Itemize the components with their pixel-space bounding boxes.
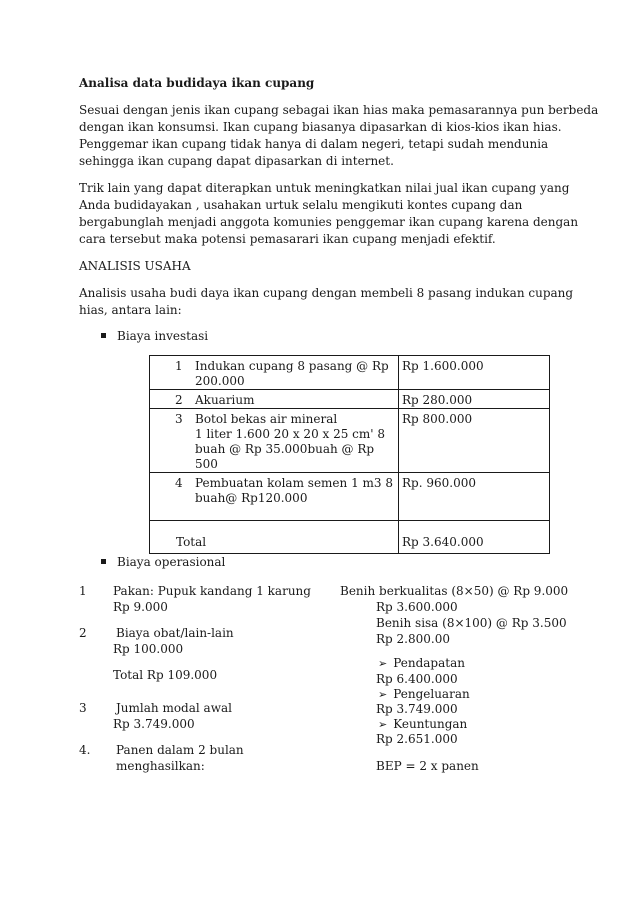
row-number: 1 (175, 359, 183, 373)
bullet-investasi: Biaya investasi (117, 329, 209, 343)
row-desc-line: buah @ Rp 35.000buah @ Rp 500 (195, 442, 375, 471)
list-item: Rp 3.749.000 (113, 717, 195, 731)
list-item: Pakan: Pupuk kandang 1 karung (113, 584, 311, 598)
investment-table (149, 355, 550, 554)
pendapatan-value: Rp 6.400.000 (376, 672, 458, 686)
row-desc-line: Akuarium (195, 393, 255, 407)
paragraph-line: hias, antara lain: (79, 303, 182, 317)
total-label: Total (176, 535, 207, 549)
arrow-bullet-icon: ➢ (378, 657, 388, 670)
square-bullet-icon (101, 559, 106, 564)
square-bullet-icon (101, 333, 106, 338)
list-item: Biaya obat/lain-lain (116, 626, 234, 640)
row-value: Rp 800.000 (402, 412, 473, 426)
row-number: 4 (175, 476, 183, 490)
paragraph-line: Trik lain yang dapat diterapkan untuk meningkatkan nilai jual ikan cupang yang (79, 181, 570, 195)
list-number: 4. (79, 743, 91, 757)
list-number: 3 (79, 701, 87, 715)
list-item: Rp 100.000 (113, 642, 184, 656)
paragraph-line: Sesuai dengan jenis ikan cupang sebagai ikan hias maka pemasarannya pun berbeda (79, 103, 599, 117)
list-total: Total Rp 109.000 (113, 668, 218, 682)
table-row (150, 473, 550, 521)
row-desc-line: 200.000 (195, 374, 245, 388)
paragraph-line: Penggemar ikan cupang tidak hanya di dalam negeri, tetapi sudah mendunia (79, 137, 549, 151)
row-value: Rp 280.000 (402, 393, 473, 407)
pendapatan-row (378, 655, 465, 672)
paragraph-line: Anda budidayakan , usahakan urtuk selalu mengikuti kontes cupang dan (79, 198, 523, 212)
paragraph-line: Analisis usaha budi daya ikan cupang dengan membeli 8 pasang indukan cupang (79, 286, 574, 300)
row-desc-line: Indukan cupang 8 pasang @ Rp (195, 359, 389, 373)
keuntungan-value: Rp 2.651.000 (376, 732, 458, 746)
paragraph-line: cara tersebut maka potensi pemasarari ikan cupang menjadi efektif. (79, 232, 496, 246)
table-total-row (150, 521, 550, 554)
list-item: Panen dalam 2 bulan (116, 743, 244, 757)
document-title: Analisa data budidaya ikan cupang (79, 76, 315, 90)
row-number: 3 (175, 412, 183, 426)
pengeluaran-label: Pengeluaran (393, 687, 470, 701)
pengeluaran-value: Rp 3.749.000 (376, 702, 458, 716)
table-row (150, 390, 550, 409)
right-line: Benih sisa (8×100) @ Rp 3.500 (376, 616, 567, 630)
list-item: Jumlah modal awal (116, 701, 232, 715)
table-row (150, 356, 550, 390)
arrow-bullet-icon: ➢ (378, 718, 388, 731)
table-row (150, 409, 550, 473)
list-item: menghasilkan: (116, 759, 205, 773)
row-value: Rp 1.600.000 (402, 359, 484, 373)
right-line: Rp 3.600.000 (376, 600, 458, 614)
total-value: Rp 3.640.000 (402, 535, 484, 549)
row-desc-line: 1 liter 1.600 20 x 20 x 25 cm' 8 (195, 427, 386, 441)
section-heading: ANALISIS USAHA (79, 259, 191, 273)
right-line: Rp 2.800.00 (376, 632, 450, 646)
row-desc-line: Pembuatan kolam semen 1 m3 8 (195, 476, 393, 490)
paragraph-line: dengan ikan konsumsi. Ikan cupang biasanya dipasarkan di kios-kios ikan hias. (79, 120, 562, 134)
row-desc-line: Botol bekas air mineral (195, 412, 338, 426)
arrow-bullet-icon: ➢ (378, 688, 388, 701)
right-line: Benih berkualitas (8×50) @ Rp 9.000 (340, 584, 569, 598)
list-number: 2 (79, 626, 87, 640)
bullet-operasional: Biaya operasional (117, 555, 226, 569)
list-item: Rp 9.000 (113, 600, 168, 614)
paragraph-line: sehingga ikan cupang dapat dipasarkan di internet. (79, 154, 394, 168)
list-number: 1 (79, 584, 87, 598)
row-number: 2 (175, 393, 183, 407)
row-desc-line: buah@ Rp120.000 (195, 491, 308, 505)
pendapatan-label: Pendapatan (393, 656, 465, 670)
keuntungan-label: Keuntungan (393, 717, 468, 731)
row-value: Rp. 960.000 (402, 476, 476, 490)
bep-line: BEP = 2 x panen (376, 759, 479, 773)
paragraph-line: bergabunglah menjadi anggota komunies penggemar ikan cupang karena dengan (79, 215, 579, 229)
